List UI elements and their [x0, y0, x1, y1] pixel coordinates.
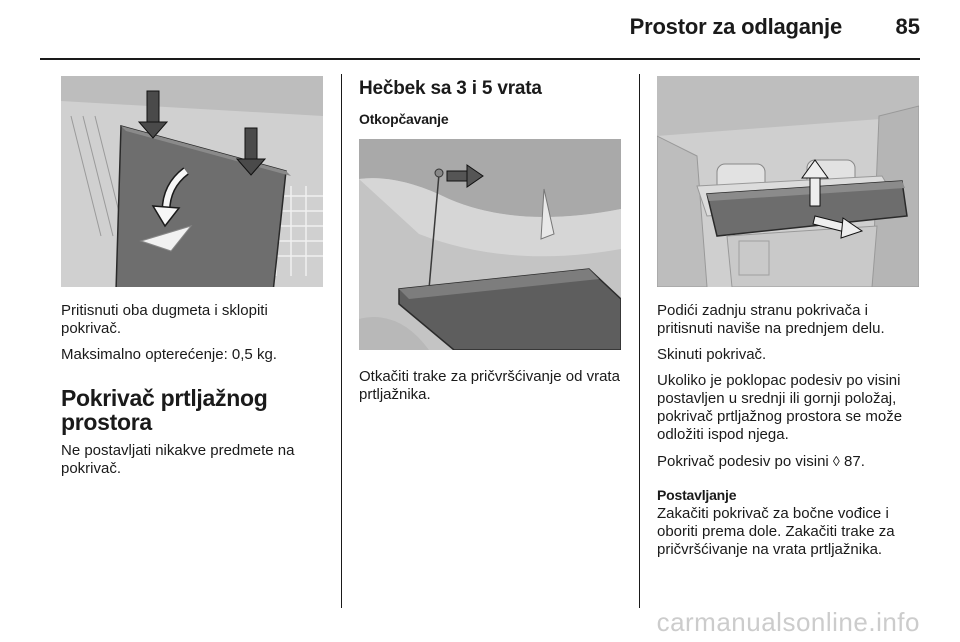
section-heading-hatchback: Hečbek sa 3 i 5 vrata: [359, 78, 542, 99]
page-number: 85: [895, 14, 920, 39]
subheading-installing: Postavljanje: [657, 487, 737, 503]
body-cover-warning: Ne postavljati nikakve predmete na pokrivač.: [61, 442, 295, 477]
unhook-straps-illustration: [359, 139, 621, 350]
text-height-adjustable: [657, 452, 922, 471]
column-divider-1: [341, 74, 342, 608]
text-store-under-panel: Ukoliko je poklopac podesiv po visini postavljen u srednji ili gornji položaj, pokrivač prtljažnog prostora se može odložiti ispod njega.: [657, 372, 903, 443]
figure-unhook-straps: [359, 139, 621, 350]
text-remove-cover: Skinuti pokrivač.: [657, 346, 767, 363]
section-heading-line-1: Pokrivač prtljažnog: [61, 385, 268, 411]
figure-cover-fold: [61, 76, 323, 287]
cover-fold-illustration: [61, 76, 323, 287]
caption-unhook-straps: Otkačiti trake za pričvršćivanje od vrata prtljažnika.: [359, 368, 620, 403]
page-reference-link[interactable]: 87.: [844, 453, 865, 470]
caption-max-load: Maksimalno opterećenje: 0,5 kg.: [61, 346, 277, 363]
section-heading-line-2: prostora: [61, 409, 152, 435]
watermark: carmanualsonline.info: [656, 607, 920, 637]
subheading-unhooking: Otkopčavanje: [359, 111, 449, 127]
section-heading-cargo-cover: [61, 386, 323, 434]
text-install-cover: Zakačiti pokrivač za bočne vođice i oboriti prema dole. Zakačiti trake za pričvršćivanje na vrata prtljažnika.: [657, 505, 895, 558]
header-rule: [40, 58, 920, 60]
text-lift-rear: Podići zadnju stranu pokrivača i pritisnuti naviše na prednjem delu.: [657, 302, 885, 337]
caption-fold-cover: Pritisnuti oba dugmeta i sklopiti pokrivač.: [61, 302, 268, 337]
text-height-adjustable-label: Pokrivač podesiv po visini: [657, 453, 829, 470]
page-title: Prostor za odlaganje: [629, 14, 842, 39]
column-divider-2: [639, 74, 640, 608]
remove-cover-illustration: [657, 76, 919, 287]
figure-remove-cover: [657, 76, 919, 287]
page-reference-arrow-icon: ◊: [832, 453, 840, 469]
